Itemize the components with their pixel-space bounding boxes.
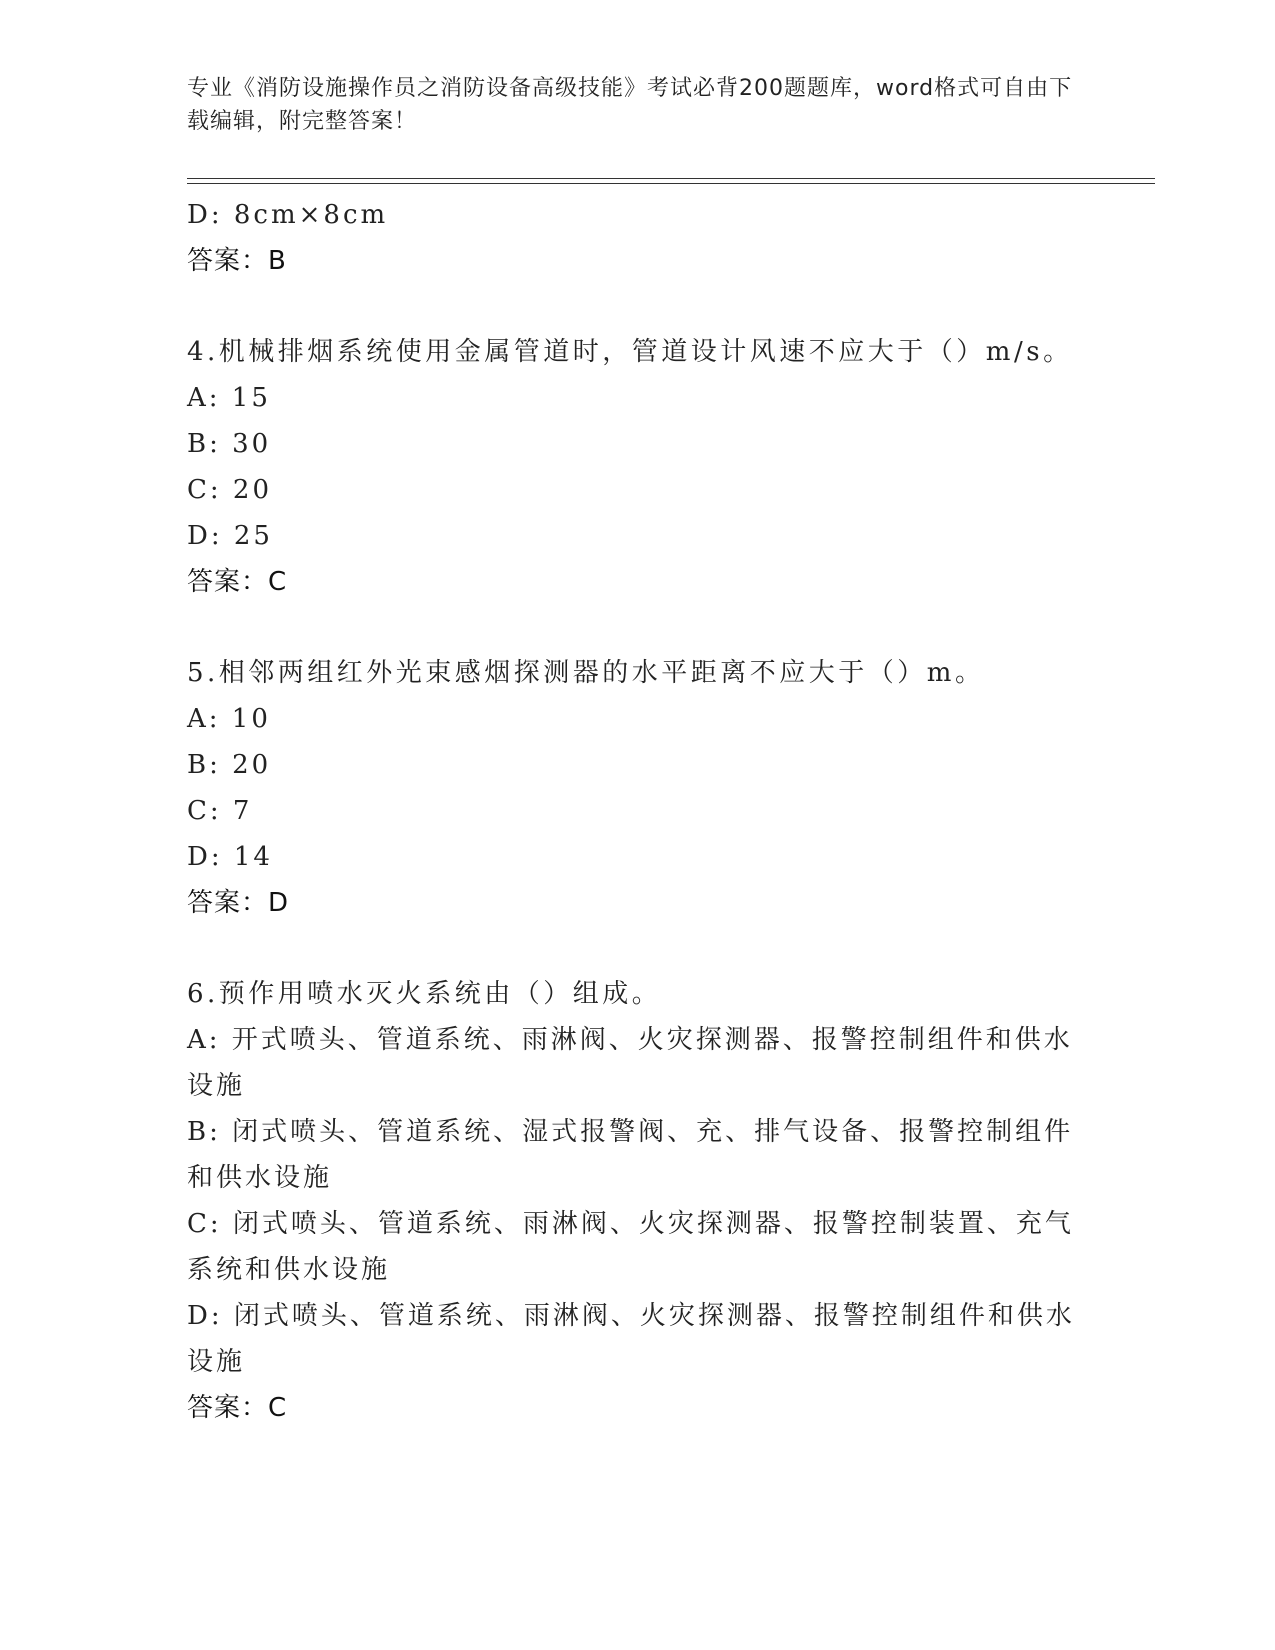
answer-line: 答案：B	[187, 246, 287, 276]
option-d: D: 14	[187, 842, 273, 872]
option-a: A: 开式喷头、管道系统、雨淋阀、火灾探测器、报警控制组件和供水设施	[187, 1025, 1073, 1101]
option-d: D: 闭式喷头、管道系统、雨淋阀、火灾探测器、报警控制组件和供水设施	[187, 1301, 1075, 1377]
option-a: A: 15	[187, 383, 271, 413]
option-d: D: 8cm×8cm	[187, 200, 389, 230]
option-b: B: 20	[187, 750, 272, 780]
option-c: C: 20	[187, 475, 273, 505]
option-a: A: 10	[187, 704, 271, 734]
header-divider-top	[187, 178, 1155, 179]
question-text: 4.机械排烟系统使用金属管道时，管道设计风速不应大于（）m/s。	[187, 337, 1073, 367]
question-block-4	[187, 329, 1087, 605]
question-text: 5.相邻两组红外光束感烟探测器的水平距离不应大于（）m。	[187, 658, 985, 688]
document-header: 专业《消防设施操作员之消防设备高级技能》考试必背200题题库，word格式可自由下载编辑，附完整答案！	[187, 76, 1073, 134]
answer-line: 答案：C	[187, 1393, 288, 1423]
question-list	[187, 192, 1087, 1431]
header-divider-bottom	[187, 183, 1155, 184]
question-text: 6.预作用喷水灭火系统由（）组成。	[187, 979, 662, 1009]
option-c: C: 7	[187, 796, 253, 826]
option-c: C: 闭式喷头、管道系统、雨淋阀、火灾探测器、报警控制装置、充气系统和供水设施	[187, 1209, 1074, 1285]
answer-line: 答案：C	[187, 567, 288, 597]
option-d: D: 25	[187, 521, 273, 551]
question-block-5	[187, 650, 1087, 926]
question-block-3	[187, 192, 1087, 284]
question-block-6	[187, 971, 1087, 1431]
answer-line: 答案：D	[187, 888, 290, 918]
option-b: B: 30	[187, 429, 272, 459]
option-b: B: 闭式喷头、管道系统、湿式报警阀、充、排气设备、报警控制组件和供水设施	[187, 1117, 1074, 1193]
